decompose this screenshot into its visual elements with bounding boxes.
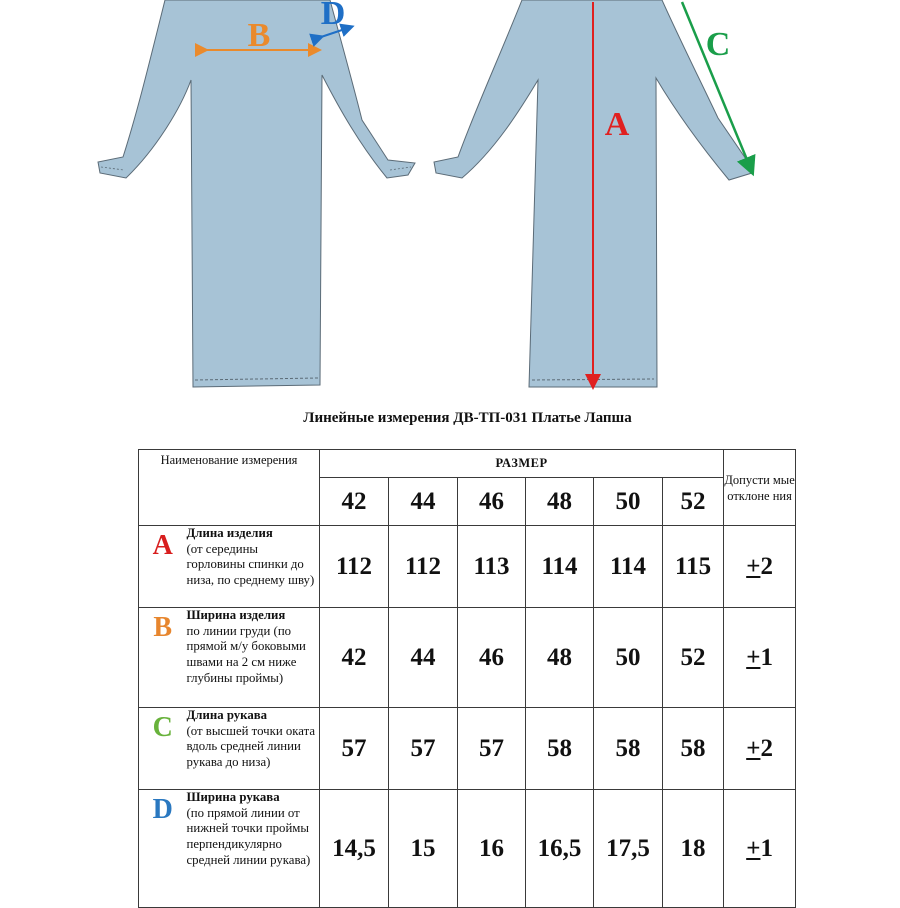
label-b: B bbox=[247, 17, 271, 54]
size-50: 50 bbox=[594, 478, 663, 526]
measurements-table bbox=[138, 449, 796, 908]
tolerance-cell: +1 bbox=[724, 790, 796, 908]
row-desc: (по прямой линии от нижней точки проймы перпендикулярно средней линии рукава) bbox=[186, 805, 311, 867]
dress-illustration bbox=[0, 0, 900, 400]
header-size: РАЗМЕР bbox=[320, 450, 724, 478]
table-row-d bbox=[139, 790, 796, 908]
value-cell: 15 bbox=[389, 790, 458, 908]
value-cell: 112 bbox=[320, 526, 389, 608]
tolerance-cell: +2 bbox=[724, 526, 796, 608]
value-cell: 114 bbox=[594, 526, 663, 608]
row-letter-b: B bbox=[153, 612, 173, 643]
row-letter-a: A bbox=[152, 530, 173, 561]
dress-back bbox=[434, 0, 752, 387]
row-letter-c: C bbox=[152, 712, 173, 743]
row-description-d bbox=[187, 790, 320, 908]
label-a: A bbox=[604, 106, 630, 143]
value-cell: 16,5 bbox=[526, 790, 594, 908]
tolerance-cell: +2 bbox=[724, 708, 796, 790]
dress-front bbox=[98, 0, 415, 387]
row-desc: (от середины горловины спинки до низа, по среднему шву) bbox=[186, 541, 315, 588]
value-cell: 18 bbox=[663, 790, 724, 908]
value-cell: 57 bbox=[320, 708, 389, 790]
value-cell: 58 bbox=[526, 708, 594, 790]
header-tolerance: Допусти мые отклоне ния bbox=[724, 450, 796, 526]
size-42: 42 bbox=[320, 478, 389, 526]
value-cell: 48 bbox=[526, 608, 594, 708]
value-cell: 115 bbox=[663, 526, 724, 608]
size-44: 44 bbox=[389, 478, 458, 526]
row-title: Длина изделия bbox=[186, 526, 273, 540]
size-52: 52 bbox=[663, 478, 724, 526]
table-row-c bbox=[139, 708, 796, 790]
table-row-b bbox=[139, 608, 796, 708]
value-cell: 57 bbox=[458, 708, 526, 790]
table-row-a bbox=[139, 526, 796, 608]
value-cell: 113 bbox=[458, 526, 526, 608]
row-description-c bbox=[187, 708, 320, 790]
row-title: Ширина изделия bbox=[186, 608, 286, 622]
value-cell: 17,5 bbox=[594, 790, 663, 908]
value-cell: 50 bbox=[594, 608, 663, 708]
label-d: D bbox=[320, 0, 346, 32]
header-measurement-name: Наименование измерения bbox=[139, 450, 320, 526]
row-letter-d: D bbox=[152, 794, 173, 825]
value-cell: 42 bbox=[320, 608, 389, 708]
row-title: Ширина рукава bbox=[186, 790, 280, 804]
value-cell: 52 bbox=[663, 608, 724, 708]
size-48: 48 bbox=[526, 478, 594, 526]
value-cell: 114 bbox=[526, 526, 594, 608]
value-cell: 58 bbox=[663, 708, 724, 790]
value-cell: 58 bbox=[594, 708, 663, 790]
value-cell: 16 bbox=[458, 790, 526, 908]
row-desc: (от высшей точки оката вдоль средней линии рукава до низа) bbox=[186, 723, 316, 770]
row-desc: по линии груди (по прямой м/у боковыми швами на 2 см ниже глубины проймы) bbox=[186, 623, 306, 685]
value-cell: 57 bbox=[389, 708, 458, 790]
label-c: C bbox=[705, 26, 731, 63]
value-cell: 14,5 bbox=[320, 790, 389, 908]
table-caption: Линейные измерения ДВ-ТП-031 Платье Лапша bbox=[303, 410, 632, 426]
row-description-b bbox=[187, 608, 320, 708]
row-description-a bbox=[187, 526, 320, 608]
row-title: Длина рукава bbox=[186, 708, 268, 722]
tolerance-cell: +1 bbox=[724, 608, 796, 708]
size-46: 46 bbox=[458, 478, 526, 526]
value-cell: 44 bbox=[389, 608, 458, 708]
value-cell: 112 bbox=[389, 526, 458, 608]
value-cell: 46 bbox=[458, 608, 526, 708]
